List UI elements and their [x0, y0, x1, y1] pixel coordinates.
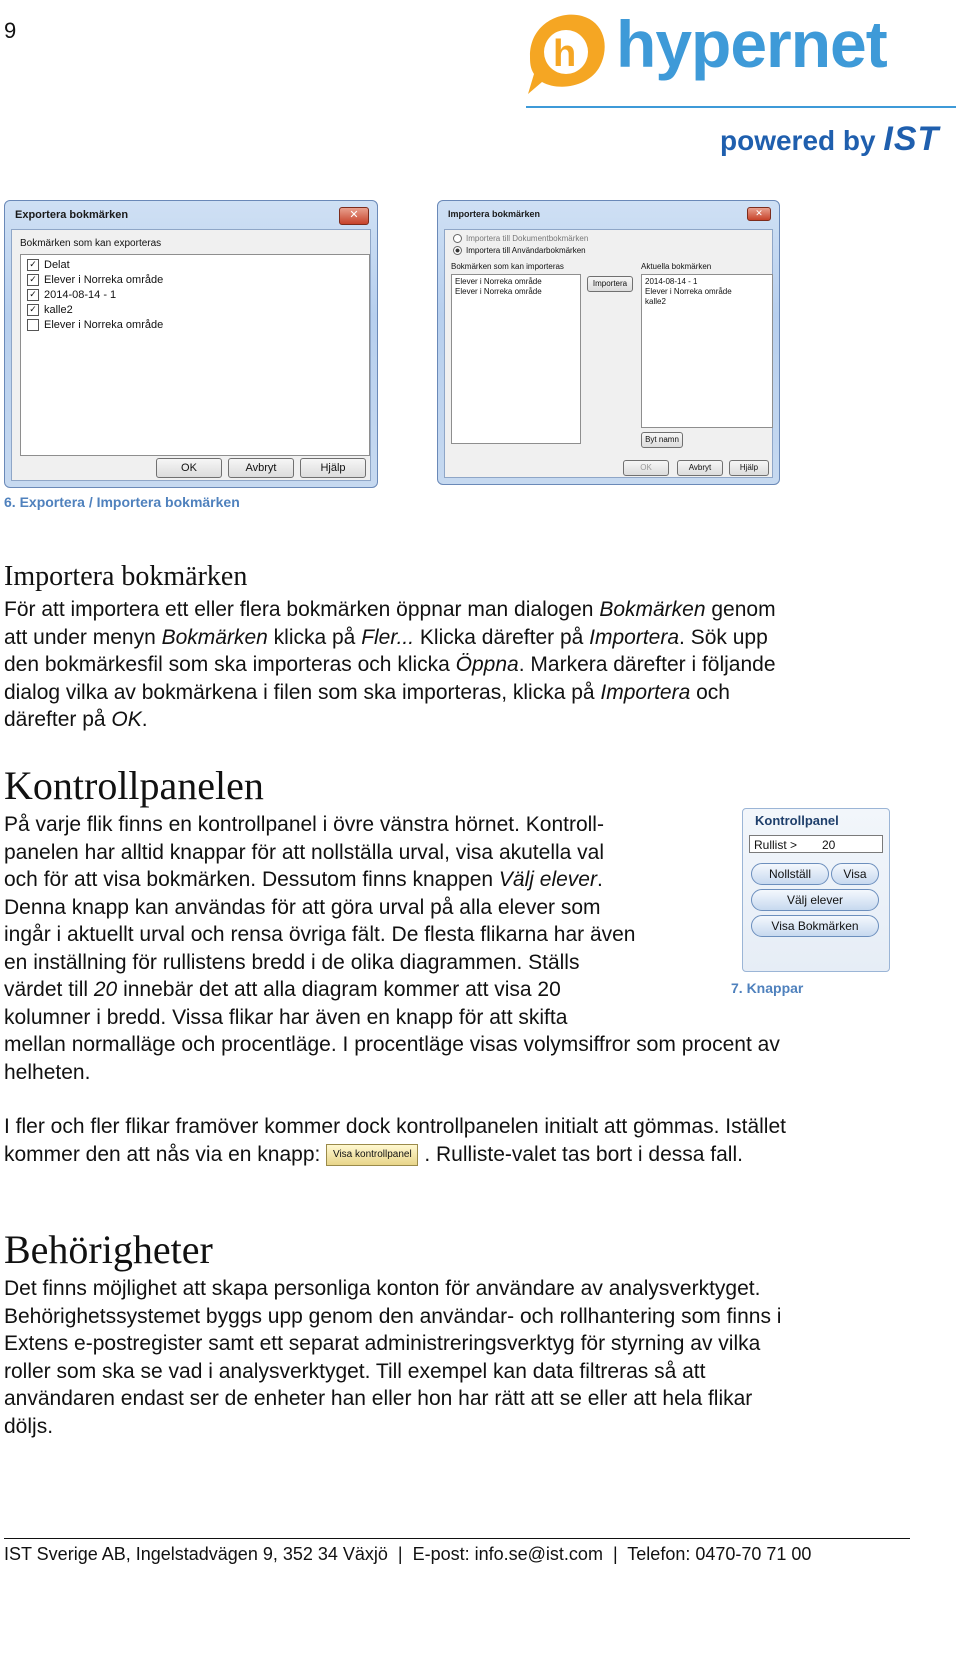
- paragraph-line: [4, 1113, 904, 1141]
- section-permissions-paragraph: [4, 1275, 904, 1440]
- text: och: [690, 680, 730, 704]
- paragraph-line: [4, 596, 904, 624]
- text: värdet till: [4, 978, 94, 1001]
- text-italic: Öppna: [455, 653, 519, 676]
- logo-wordmark: hypernet: [616, 7, 887, 81]
- import-radio-user[interactable]: [453, 246, 586, 255]
- paragraph-line: [4, 679, 904, 707]
- text: För att importera ett eller flera bokmärken öppnar man dialogen: [4, 598, 600, 621]
- text: .: [141, 708, 148, 731]
- text: . Sök upp: [679, 625, 768, 649]
- text: dialog vilka av bokmärkena i filen som ska importeras, klicka på: [4, 680, 601, 704]
- text-italic: Importera: [589, 625, 680, 649]
- text: innebär det att alla diagram kommer att visa 20: [117, 978, 561, 1001]
- paragraph-line: Behörighetssystemet byggs upp genom den användar- och rollhantering som finns i: [4, 1304, 782, 1328]
- import-bookmarks-dialog: [437, 200, 780, 485]
- text: mellan normalläge och procentläge. I procentläge visas volymsiffror som procent av: [4, 1033, 780, 1056]
- text: genom: [705, 598, 776, 621]
- paragraph-line: användaren endast ser de enheter han eller hon har rätt att se eller att hela flikar: [4, 1387, 753, 1410]
- text: helheten.: [4, 1060, 91, 1084]
- import-ok-button[interactable]: OK: [623, 460, 669, 476]
- list-item[interactable]: Elever i Norreka område: [645, 287, 732, 296]
- paragraph-line: [4, 1059, 904, 1087]
- section-heading-import: Importera bokmärken: [4, 561, 248, 592]
- paragraph-line: [4, 1141, 904, 1169]
- figure-caption-7: 7. Knappar: [731, 980, 804, 996]
- paragraph-line: [4, 706, 904, 734]
- page-footer: IST Sverige AB, Ingelstadvägen 9, 352 34 Växjö | E-post: info.se@ist.com | Telefon: 0470-70 71 00: [4, 1544, 812, 1564]
- export-dialog-title: Exportera bokmärken: [15, 209, 129, 221]
- export-item-label: 2014-08-14 - 1: [44, 289, 117, 301]
- page-number: 9: [4, 18, 17, 43]
- paragraph-line: [4, 651, 904, 679]
- export-list-label: Bokmärken som kan exporteras: [20, 238, 162, 249]
- select-students-button[interactable]: Välj elever: [751, 889, 879, 911]
- radio-selected-icon[interactable]: [453, 246, 462, 255]
- import-right-label: Aktuella bokmärken: [641, 262, 712, 271]
- figure-caption-6: 6. Exportera / Importera bokmärken: [4, 494, 240, 510]
- radio-label: Importera till Dokumentbokmärken: [466, 234, 589, 243]
- svg-text:h: h: [553, 33, 577, 75]
- paragraph-line: döljs.: [4, 1414, 54, 1438]
- text-italic: Importera: [600, 680, 691, 704]
- list-item[interactable]: 2014-08-14 - 1: [645, 277, 698, 286]
- export-item[interactable]: [27, 319, 163, 331]
- show-bookmarks-button[interactable]: Visa Bokmärken: [751, 915, 879, 937]
- export-item[interactable]: [27, 274, 163, 286]
- export-cancel-button[interactable]: Avbryt: [228, 458, 294, 478]
- export-dialog-body: [11, 229, 371, 481]
- radio-icon[interactable]: [453, 234, 462, 243]
- text-italic: Fler...: [361, 625, 415, 649]
- list-item[interactable]: kalle2: [645, 297, 666, 306]
- text: en inställning för rullistens bredd i de olika diagrammen. Ställs: [4, 950, 580, 974]
- paragraph-line: [4, 1004, 904, 1032]
- text: och för att visa bokmärken. Dessutom finns knappen: [4, 868, 499, 891]
- export-item-label: Elever i Norreka område: [44, 319, 164, 331]
- rename-button[interactable]: Byt namn: [641, 432, 683, 448]
- hypernet-logo-icon: [520, 6, 612, 96]
- list-item[interactable]: Elever i Norreka område: [455, 277, 542, 286]
- import-current-list[interactable]: [641, 274, 773, 428]
- text: Denna knapp kan användas för att göra urval på alla elever som: [4, 895, 601, 919]
- rullist-value: 20: [822, 838, 836, 852]
- reset-button[interactable]: Nollställ: [751, 863, 829, 885]
- logo-ist: IST: [883, 120, 940, 158]
- checkbox-checked-icon[interactable]: ✓: [27, 274, 39, 286]
- logo-divider: [526, 106, 956, 108]
- text-italic: Bokmärken: [161, 625, 268, 649]
- export-item[interactable]: [27, 304, 73, 316]
- section-heading-permissions: Behörigheter: [4, 1227, 213, 1272]
- export-bookmarks-dialog: [4, 200, 378, 488]
- rullist-label: Rullist >: [754, 838, 798, 852]
- text: att under menyn: [4, 625, 162, 649]
- import-button[interactable]: Importera: [587, 276, 633, 292]
- paragraph-gap: [4, 1086, 904, 1113]
- text-italic: 20: [93, 978, 118, 1001]
- export-close-icon[interactable]: ✕: [339, 207, 369, 225]
- checkbox-checked-icon[interactable]: ✓: [27, 304, 39, 316]
- text-italic: OK: [111, 708, 142, 731]
- text: panelen har alltid knappar för att nollställa urval, visa akutella val: [4, 840, 605, 864]
- rullist-select[interactable]: [749, 835, 883, 853]
- text-italic: Välj elever: [498, 868, 597, 891]
- export-item-label: Elever i Norreka område: [44, 274, 164, 286]
- paragraph-line: [4, 1031, 904, 1059]
- text: kommer den att nås via en knapp:: [4, 1142, 321, 1166]
- section-heading-control-panel: Kontrollpanelen: [4, 763, 264, 808]
- text: . Rulliste-valet tas bort i dessa fall.: [424, 1142, 743, 1166]
- logo-powered-by: [720, 120, 939, 159]
- text: klicka på: [267, 625, 362, 649]
- logo-powered-text: powered by: [720, 125, 876, 156]
- export-item[interactable]: [27, 289, 116, 301]
- show-button[interactable]: Visa: [831, 863, 879, 885]
- checkbox-checked-icon[interactable]: ✓: [27, 259, 39, 271]
- hypernet-logo: [520, 2, 960, 162]
- paragraph-line: [4, 624, 904, 652]
- list-item[interactable]: Elever i Norreka område: [455, 287, 542, 296]
- text: .: [596, 868, 603, 891]
- section-import-paragraph: [4, 596, 904, 734]
- import-radio-document[interactable]: [453, 234, 588, 243]
- text: Klicka därefter på: [414, 625, 590, 649]
- control-panel-title: Kontrollpanel: [755, 813, 839, 828]
- paragraph-line: roller som ska se vad i analysverktyget. Till exempel kan data filtreras så att: [4, 1359, 706, 1383]
- control-panel-figure: [742, 808, 890, 972]
- text: I fler och fler flikar framöver kommer dock kontrollpanelen initialt att gömmas. Istället: [4, 1115, 786, 1138]
- export-item-label: Delat: [44, 259, 70, 271]
- export-item-label: kalle2: [44, 304, 73, 316]
- paragraph-line: Det finns möjlighet att skapa personliga konton för användare av analysverktyget.: [4, 1277, 761, 1300]
- checkbox-checked-icon[interactable]: ✓: [27, 289, 39, 301]
- paragraph-line: Extens e-postregister samt ett separat administreringsverktyg för styrning av vilka: [4, 1332, 761, 1355]
- footer-divider: [4, 1538, 910, 1539]
- text: den bokmärkesfil som ska importeras och klicka: [4, 653, 456, 676]
- import-cancel-button[interactable]: Avbryt: [677, 460, 723, 476]
- export-item[interactable]: [27, 259, 70, 271]
- export-bookmark-list[interactable]: [20, 254, 370, 456]
- text: På varje flik finns en kontrollpanel i övre vänstra hörnet. Kontroll-: [4, 813, 604, 836]
- radio-label: Importera till Användarbokmärken: [466, 246, 586, 255]
- import-available-list[interactable]: [451, 274, 581, 444]
- import-dialog-title: Importera bokmärken: [448, 209, 541, 219]
- import-dialog-body: [444, 229, 773, 478]
- text: ingår i aktuellt urval och rensa övriga fält. De flesta flikarna har även: [4, 923, 636, 946]
- text: därefter på: [4, 708, 112, 731]
- import-left-label: Bokmärken som kan importeras: [451, 262, 564, 271]
- show-control-panel-button[interactable]: Visa kontrollpanel: [326, 1144, 418, 1166]
- import-close-icon[interactable]: ✕: [747, 207, 771, 221]
- text: . Markera därefter i följande: [518, 653, 776, 676]
- checkbox-unchecked-icon[interactable]: [27, 319, 39, 331]
- text: kolumner i bredd. Vissa flikar har även en knapp för att skifta: [4, 1005, 568, 1029]
- text-italic: Bokmärken: [599, 598, 706, 621]
- export-ok-button[interactable]: OK: [156, 458, 222, 478]
- export-help-button[interactable]: Hjälp: [300, 458, 366, 478]
- import-help-button[interactable]: Hjälp: [729, 460, 769, 476]
